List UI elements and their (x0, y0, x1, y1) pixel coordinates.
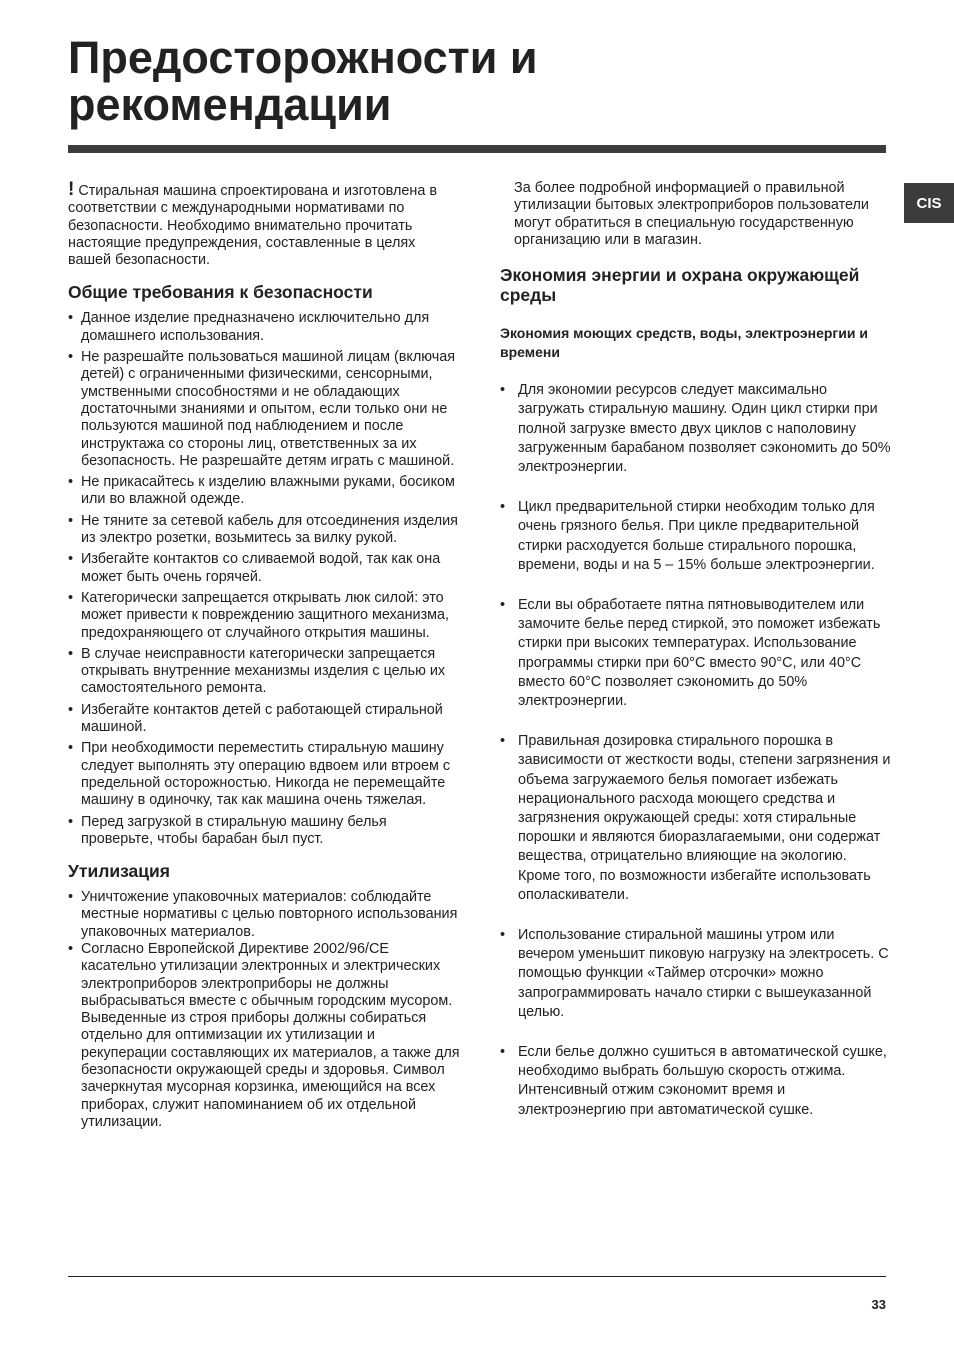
list-item: • Не тяните за сетевой кабель для отсоединения изделия из электро розетки, возьмитесь за вилку рукой. (68, 513, 460, 548)
disposal-list (68, 889, 460, 1131)
list-item: • Цикл предварительной стирки необходим только для очень грязного белья. При цикле предварительной стирки расходуется больше стирального порошка, времени, воды и на 5 – 15% больше электроэнергии. (500, 498, 892, 575)
list-item: • В случае неисправности категорически запрещается открывать внутренние механизмы изделия с целью их самостоятельного ремонта. (68, 646, 460, 698)
eco-list (500, 381, 892, 1120)
page-number: 33 (871, 1297, 886, 1312)
title-divider (68, 145, 886, 153)
list-item: • Не разрешайте пользоваться машиной лицам (включая детей) с ограниченными физическими, сенсорными, умственными способностями и не обладающих достаточными знаниями и опытом, если только они не пользуются машиной под наблюдением и после инструктажа со стороны лиц, ответственных за их безопасность. Не разрешайте детям играть с машиной. (68, 349, 460, 470)
footer-divider (68, 1276, 886, 1277)
list-item: • Если белье должно сушиться в автоматической сушке, необходимо выбрать большую скорость отжима. Интенсивный отжим сэкономит время и электроэнергию при автоматической сушке. (500, 1043, 892, 1120)
list-item: • Если вы обработаете пятна пятновыводителем или замочите белье перед стиркой, это поможет избежать стирки при высоких температурах. Использование программы стирки при 60°C вместо 90°C, или 40°C вместо 60°C позволяет сэкономить до 50% электроэнергии. (500, 596, 892, 711)
region-tab: CIS (904, 183, 954, 223)
list-item: • Категорически запрещается открывать люк силой: это может привести к повреждению защитного механизма, предохраняющего от случайного открытия машины. (68, 590, 460, 642)
left-column (68, 181, 460, 1131)
warning-mark-icon: ! (68, 179, 75, 200)
disposal-info-paragraph: За более подробной информацией о правильной утилизации бытовых электроприборов пользователи могут обратиться в специальную государственную организацию или в магазин. (514, 180, 869, 248)
eco-subheading: Экономия моющих средств, воды, электроэнергии и времени (500, 325, 868, 361)
list-item: • Правильная дозировка стирального порошка в зависимости от жесткости воды, степени загрязнения и объема загружаемого белья помогает избежать нерационального расхода моющего средства и загрязнения окружающей среды: хотя стиральные порошки и являются биоразлагаемыми, они содержат вещества, отрицательно влияющие на экологию. Кроме того, по возможности избегайте использовать ополаскиватели. (500, 732, 892, 905)
safety-list (68, 310, 460, 848)
list-item: • Уничтожение упаковочных материалов: соблюдайте местные нормативы с целью повторного использования упаковочных материалов. (68, 889, 460, 941)
list-item: • Для экономии ресурсов следует максимально загружать стиральную машину. Один цикл стирки при полной загрузке вместо двух циклов с наполовину загруженным барабаном позволяет сэкономить до 50% электроэнергии. (500, 381, 892, 477)
list-item: • Не прикасайтесь к изделию влажными руками, босиком или во влажной одежде. (68, 474, 460, 509)
list-item: • При необходимости переместить стиральную машину следует выполнять эту операцию вдвоем или втроем с предельной осторожностью. Никогда не перемещайте машину в одиночку, так как машина очень тяжелая. (68, 740, 460, 809)
right-column (500, 180, 892, 1141)
list-item: • Данное изделие предназначено исключительно для домашнего использования. (68, 310, 460, 345)
intro-paragraph (68, 181, 460, 269)
page-title: Предосторожности и рекомендации (68, 32, 538, 130)
disposal-heading: Утилизация (68, 861, 171, 882)
safety-heading: Общие требования к безопасности (68, 282, 373, 303)
intro-text: Стиральная машина спроектирована и изготовлена в соответствии с международными нормативами по безопасности. Необходимо внимательно прочитать настоящие предупреждения, составленные в целях вашей безопасности. (68, 183, 437, 269)
list-item: • Согласно Европейской Директиве 2002/96/CE касательно утилизации электронных и электрических электроприборов электроприборы не должны выбрасываться вместе с обычным городским мусором. Выведенные из строя приборы должны собираться отдельно для оптимизации их утилизации и рекуперации составляющих их материалов, а также для безопасности окружающей среды и здоровья. Символ зачеркнутая мусорная корзинка, имеющийся на всех приборах, служит напоминанием об их отдельной утилизации. (68, 941, 460, 1131)
list-item: • Перед загрузкой в стиральную машину белья проверьте, чтобы барабан был пуст. (68, 814, 460, 849)
list-item: • Избегайте контактов со сливаемой водой, так как она может быть очень горячей. (68, 551, 460, 586)
list-item: • Использование стиральной машины утром или вечером уменьшит пиковую нагрузку на электросеть. С помощью функции «Таймер отсрочки» можно запрограммировать начало стирки с вышеуказанной целью. (500, 926, 892, 1022)
list-item: • Избегайте контактов детей с работающей стиральной машиной. (68, 702, 460, 737)
eco-heading: Экономия энергии и охрана окружающей среды (500, 265, 860, 306)
